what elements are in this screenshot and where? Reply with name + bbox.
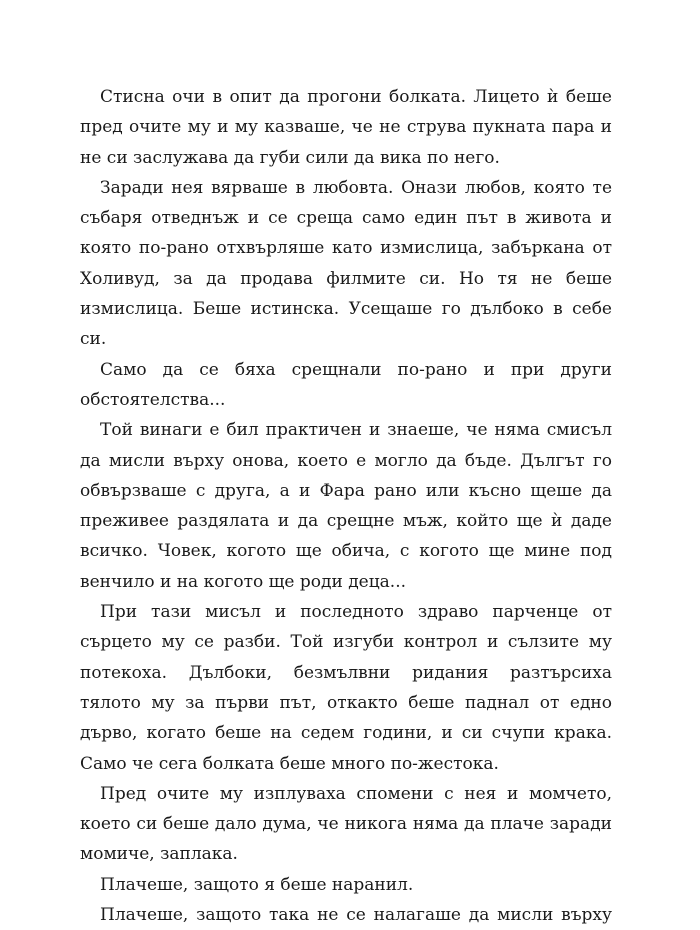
paragraph-7: Плачеше, защото я беше наранил. bbox=[100, 874, 414, 895]
paragraph-8: Плачеше, защото така не се налагаше да мисли върху bbox=[100, 905, 612, 926]
paragraph-4: Той винаги е бил практичен и знаеше, че няма смисъл да мисли върху онова, което е могло да бъде. Дългът го обвързваше с друга, а и Фара рано или късно щеше да преживее раздялата и да срещне мъж, който ще ѝ даде всичко. Човек, когото ще обича, с когото ще мине под венчило и на когото ще роди деца... bbox=[80, 420, 612, 592]
paragraph-5: При тази мисъл и последното здраво парченце от сърцето му се разби. Той изгуби контрол и сълзите му потекоха. Дълбоки, безмълвни ридания разтърсиха тялото му за първи път, откакто беше паднал от едно дърво, когато беше на седем години, и си счупи крака. Само че сега болката беше много по-жестока. bbox=[80, 602, 612, 774]
paragraph-1: Стисна очи в опит да прогони болката. Лицето ѝ беше пред очите му и му казваше, че не струва пукната пара и не си заслужава да губи сили да вика по него. bbox=[80, 87, 612, 168]
paragraph-2: Заради нея вярваше в любовта. Онази любов, която те събаря отведнъж и се среща само един път в живота и която по-рано отхвърляше като измислица, забъркана от Холивуд, за да продава филмите си. Но тя не беше измислица. Беше истинска. Усещаше го дълбоко в себе си. bbox=[80, 177, 612, 350]
page-text bbox=[80, 82, 612, 930]
paragraph-6: Пред очите му изплуваха спомени с нея и момчето, което си беше дало дума, че никога няма да плаче заради момиче, заплака. bbox=[80, 783, 612, 865]
paragraph-3: Само да се бяха срещнали по-рано и при други обстоятелства... bbox=[80, 359, 612, 410]
